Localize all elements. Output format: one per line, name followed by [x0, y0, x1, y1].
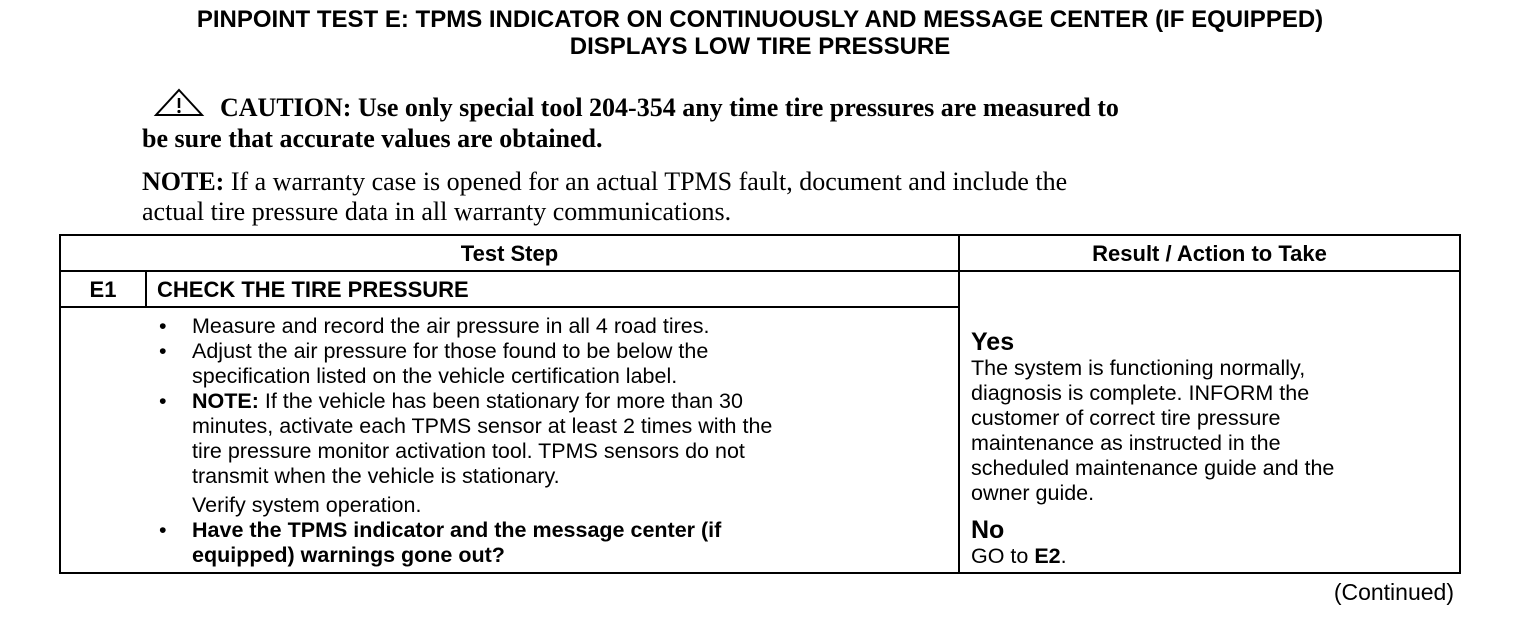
result-yes-text: The system is functioning normally, diagnosis is complete. INFORM the customer of correct tire pressure maintenance as instructed in the scheduled maintenance guide and the owner guide. — [971, 356, 1335, 505]
result-yes-label: Yes — [971, 328, 1015, 356]
page-title-line-1: PINPOINT TEST E: TPMS INDICATOR ON CONTINUOUSLY AND MESSAGE CENTER (IF EQUIPPED) — [196, 6, 1324, 33]
caution-label: CAUTION: — [220, 93, 352, 122]
column-divider — [958, 236, 960, 572]
warning-triangle-icon — [152, 88, 206, 118]
step-title: CHECK THE TIRE PRESSURE — [157, 277, 469, 302]
list-item: • Have the TPMS indicator and the message center (if equipped) warnings gone out? — [159, 518, 722, 567]
step-id-divider — [145, 271, 147, 307]
note-text-2: actual tire pressure data in all warranty communications. — [142, 197, 732, 226]
note-line-1 — [142, 167, 1362, 197]
page-title-line-2: DISPLAYS LOW TIRE PRESSURE — [569, 33, 951, 60]
list-item: • Adjust the air pressure for those found to be below the specification listed on the vehicle certification label. — [159, 339, 709, 388]
caution-block — [142, 88, 1362, 154]
list-item: • NOTE: If the vehicle has been stationary for more than 30 minutes, activate each TPMS sensor at least 2 times with the tire pressure monitor activation tool. TPMS sensors do not transmit when the vehicle is stationary. — [159, 389, 773, 488]
caution-text-1: Use only special tool 204-354 any time tire pressures are measured to — [357, 93, 1119, 122]
step-id: E1 — [89, 277, 117, 302]
list-item: • Measure and record the air pressure in all 4 road tires. — [159, 314, 710, 338]
step-instructions — [156, 314, 946, 568]
step-title-divider — [61, 306, 959, 308]
note-label: NOTE: — [142, 167, 225, 196]
result-action — [971, 328, 1441, 569]
page-title — [0, 6, 1520, 60]
go-to-e2-link[interactable]: E2 — [1034, 544, 1061, 568]
result-no-text: GO to E2. — [971, 544, 1067, 568]
header-test-step: Test Step — [460, 241, 559, 266]
note-block — [142, 167, 1362, 227]
verify-text: Verify system operation. — [192, 493, 422, 517]
continued-label: (Continued) — [1333, 579, 1454, 605]
header-divider — [61, 270, 1459, 272]
caution-line-1 — [142, 88, 1362, 123]
header-result-action: Result / Action to Take — [1092, 241, 1327, 266]
test-table — [59, 234, 1461, 574]
note-text-1: If a warranty case is opened for an actual TPMS fault, document and include the — [230, 167, 1068, 196]
caution-text-2: be sure that accurate values are obtained. — [142, 124, 603, 153]
result-no-label: No — [971, 516, 1005, 544]
